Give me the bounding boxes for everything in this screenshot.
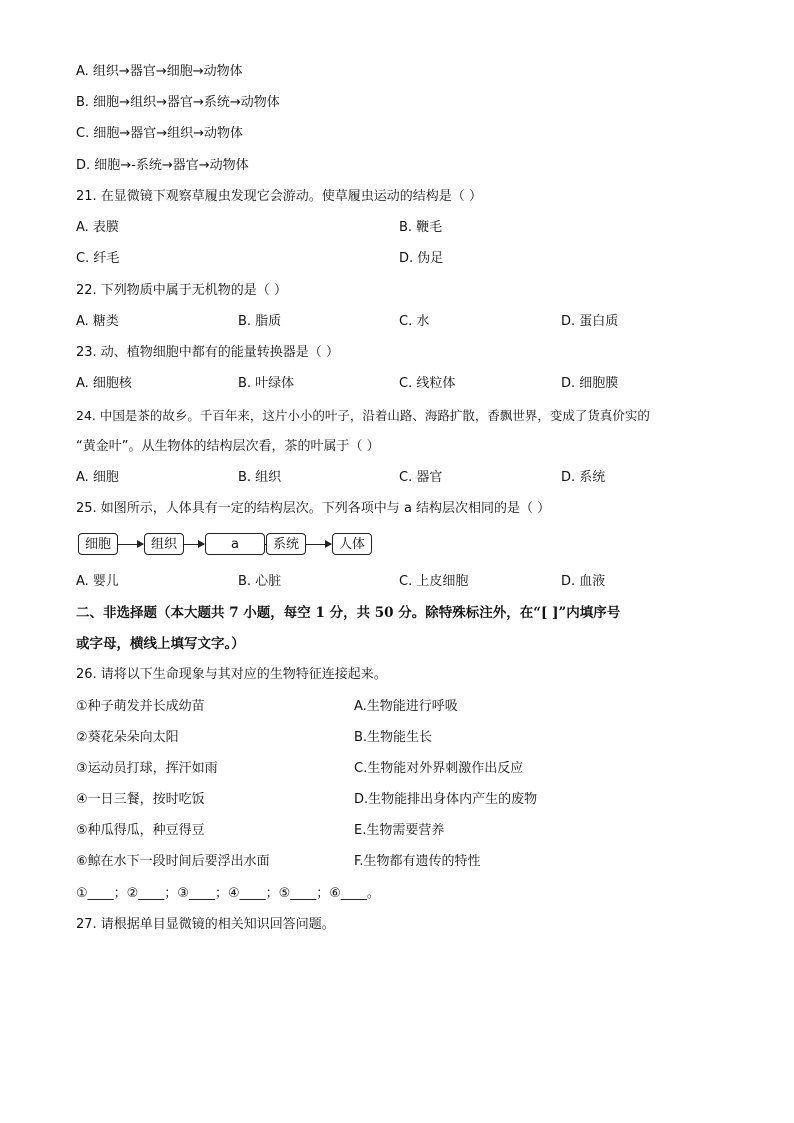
q26-characteristic: B.生物能生长 [354,730,433,745]
q21-option-a: A. 表膜 [76,220,119,235]
q21-option-c: C. 纤毛 [76,251,120,266]
q23-option-d: D. 细胞膜 [561,376,619,391]
q26-answer-blanks: ①____；②____；③____；④____；⑤____；⑥____。 [76,886,380,901]
q26-phenomenon: ④一日三餐，按时吃饭 [76,792,205,807]
q21-option-d: D. 伪足 [399,251,444,266]
q25-option-b: B. 心脏 [238,574,282,589]
flow-box-a: a [205,533,265,555]
q24-option-b: B. 组织 [238,470,282,485]
q24-stem-line2: “黄金叶”。从生物体的结构层次看，茶的叶属于（ ） [76,439,380,454]
q20-option-c: C. 细胞→器官→组织→动物体 [76,126,244,141]
flow-box-tissue: 组织 [144,533,184,555]
q26-characteristic: D.生物能排出身体内产生的废物 [354,792,538,807]
q21-option-b: B. 鞭毛 [399,220,443,235]
q20-option-d: D. 细胞→-系统→器官→动物体 [76,158,249,173]
q26-phenomenon: ⑤种瓜得瓜，种豆得豆 [76,823,205,838]
q26-phenomenon: ②葵花朵朵向太阳 [76,730,179,745]
q23-option-b: B. 叶绿体 [238,376,295,391]
section-heading-line2: 或字母，横线上填写文字。） [76,636,245,652]
q25-option-c: C. 上皮细胞 [399,574,469,589]
q23-option-c: C. 线粒体 [399,376,456,391]
flow-box-cell: 细胞 [78,533,118,555]
q26-characteristic: E.生物需要营养 [354,823,445,838]
flow-arrow-icon [118,544,143,545]
flow-box-human: 人体 [332,533,372,555]
flow-box-system: 系统 [266,533,306,555]
q26-phenomenon: ⑥鲸在水下一段时间后要浮出水面 [76,854,270,869]
q25-option-a: A. 婴儿 [76,574,119,589]
flow-arrow-icon [306,544,331,545]
q24-option-d: D. 系统 [561,470,606,485]
q26-stem: 26. 请将以下生命现象与其对应的生物特征连接起来。 [76,667,387,682]
q26-phenomenon: ③运动员打球，挥汗如雨 [76,761,218,776]
structure-level-diagram [78,533,378,557]
q22-option-c: C. 水 [399,314,430,329]
q24-option-a: A. 细胞 [76,470,119,485]
q22-option-a: A. 糖类 [76,314,119,329]
q26-characteristic: A.生物能进行呼吸 [354,699,458,714]
q25-stem: 25. 如图所示，人体具有一定的结构层次。下列各项中与 a 结构层次相同的是（ ） [76,501,551,516]
q24-stem-line1: 24. 中国是茶的故乡。千百年来，这片小小的叶子，沿着山路、海路扩散，香飘世界，变成了货真价实的 [76,408,650,423]
q27-stem: 27. 请根据单目显微镜的相关知识回答问题。 [76,917,335,932]
q20-option-b: B. 细胞→组织→器官→系统→动物体 [76,95,280,110]
flow-arrow-icon [184,544,204,545]
q25-option-d: D. 血液 [561,574,606,589]
section-heading-line1: 二、非选择题（本大题共 7 小题，每空 1 分，共 50 分。除特殊标注外，在“[ ]”内填序号 [76,605,621,621]
q23-stem: 23. 动、植物细胞中都有的能量转换器是（ ） [76,345,339,360]
q26-phenomenon: ①种子萌发并长成幼苗 [76,699,205,714]
q23-option-a: A. 细胞核 [76,376,132,391]
q24-option-c: C. 器官 [399,470,443,485]
q22-option-b: B. 脂质 [238,314,282,329]
q22-stem: 22. 下列物质中属于无机物的是（ ） [76,283,287,298]
q20-option-a: A. 组织→器官→细胞→动物体 [76,64,243,79]
q21-stem: 21. 在显微镜下观察草履虫发现它会游动。使草履虫运动的结构是（ ） [76,189,482,204]
q26-characteristic: C.生物能对外界刺激作出反应 [354,761,524,776]
q26-characteristic: F.生物都有遗传的特性 [354,854,481,869]
q22-option-d: D. 蛋白质 [561,314,619,329]
